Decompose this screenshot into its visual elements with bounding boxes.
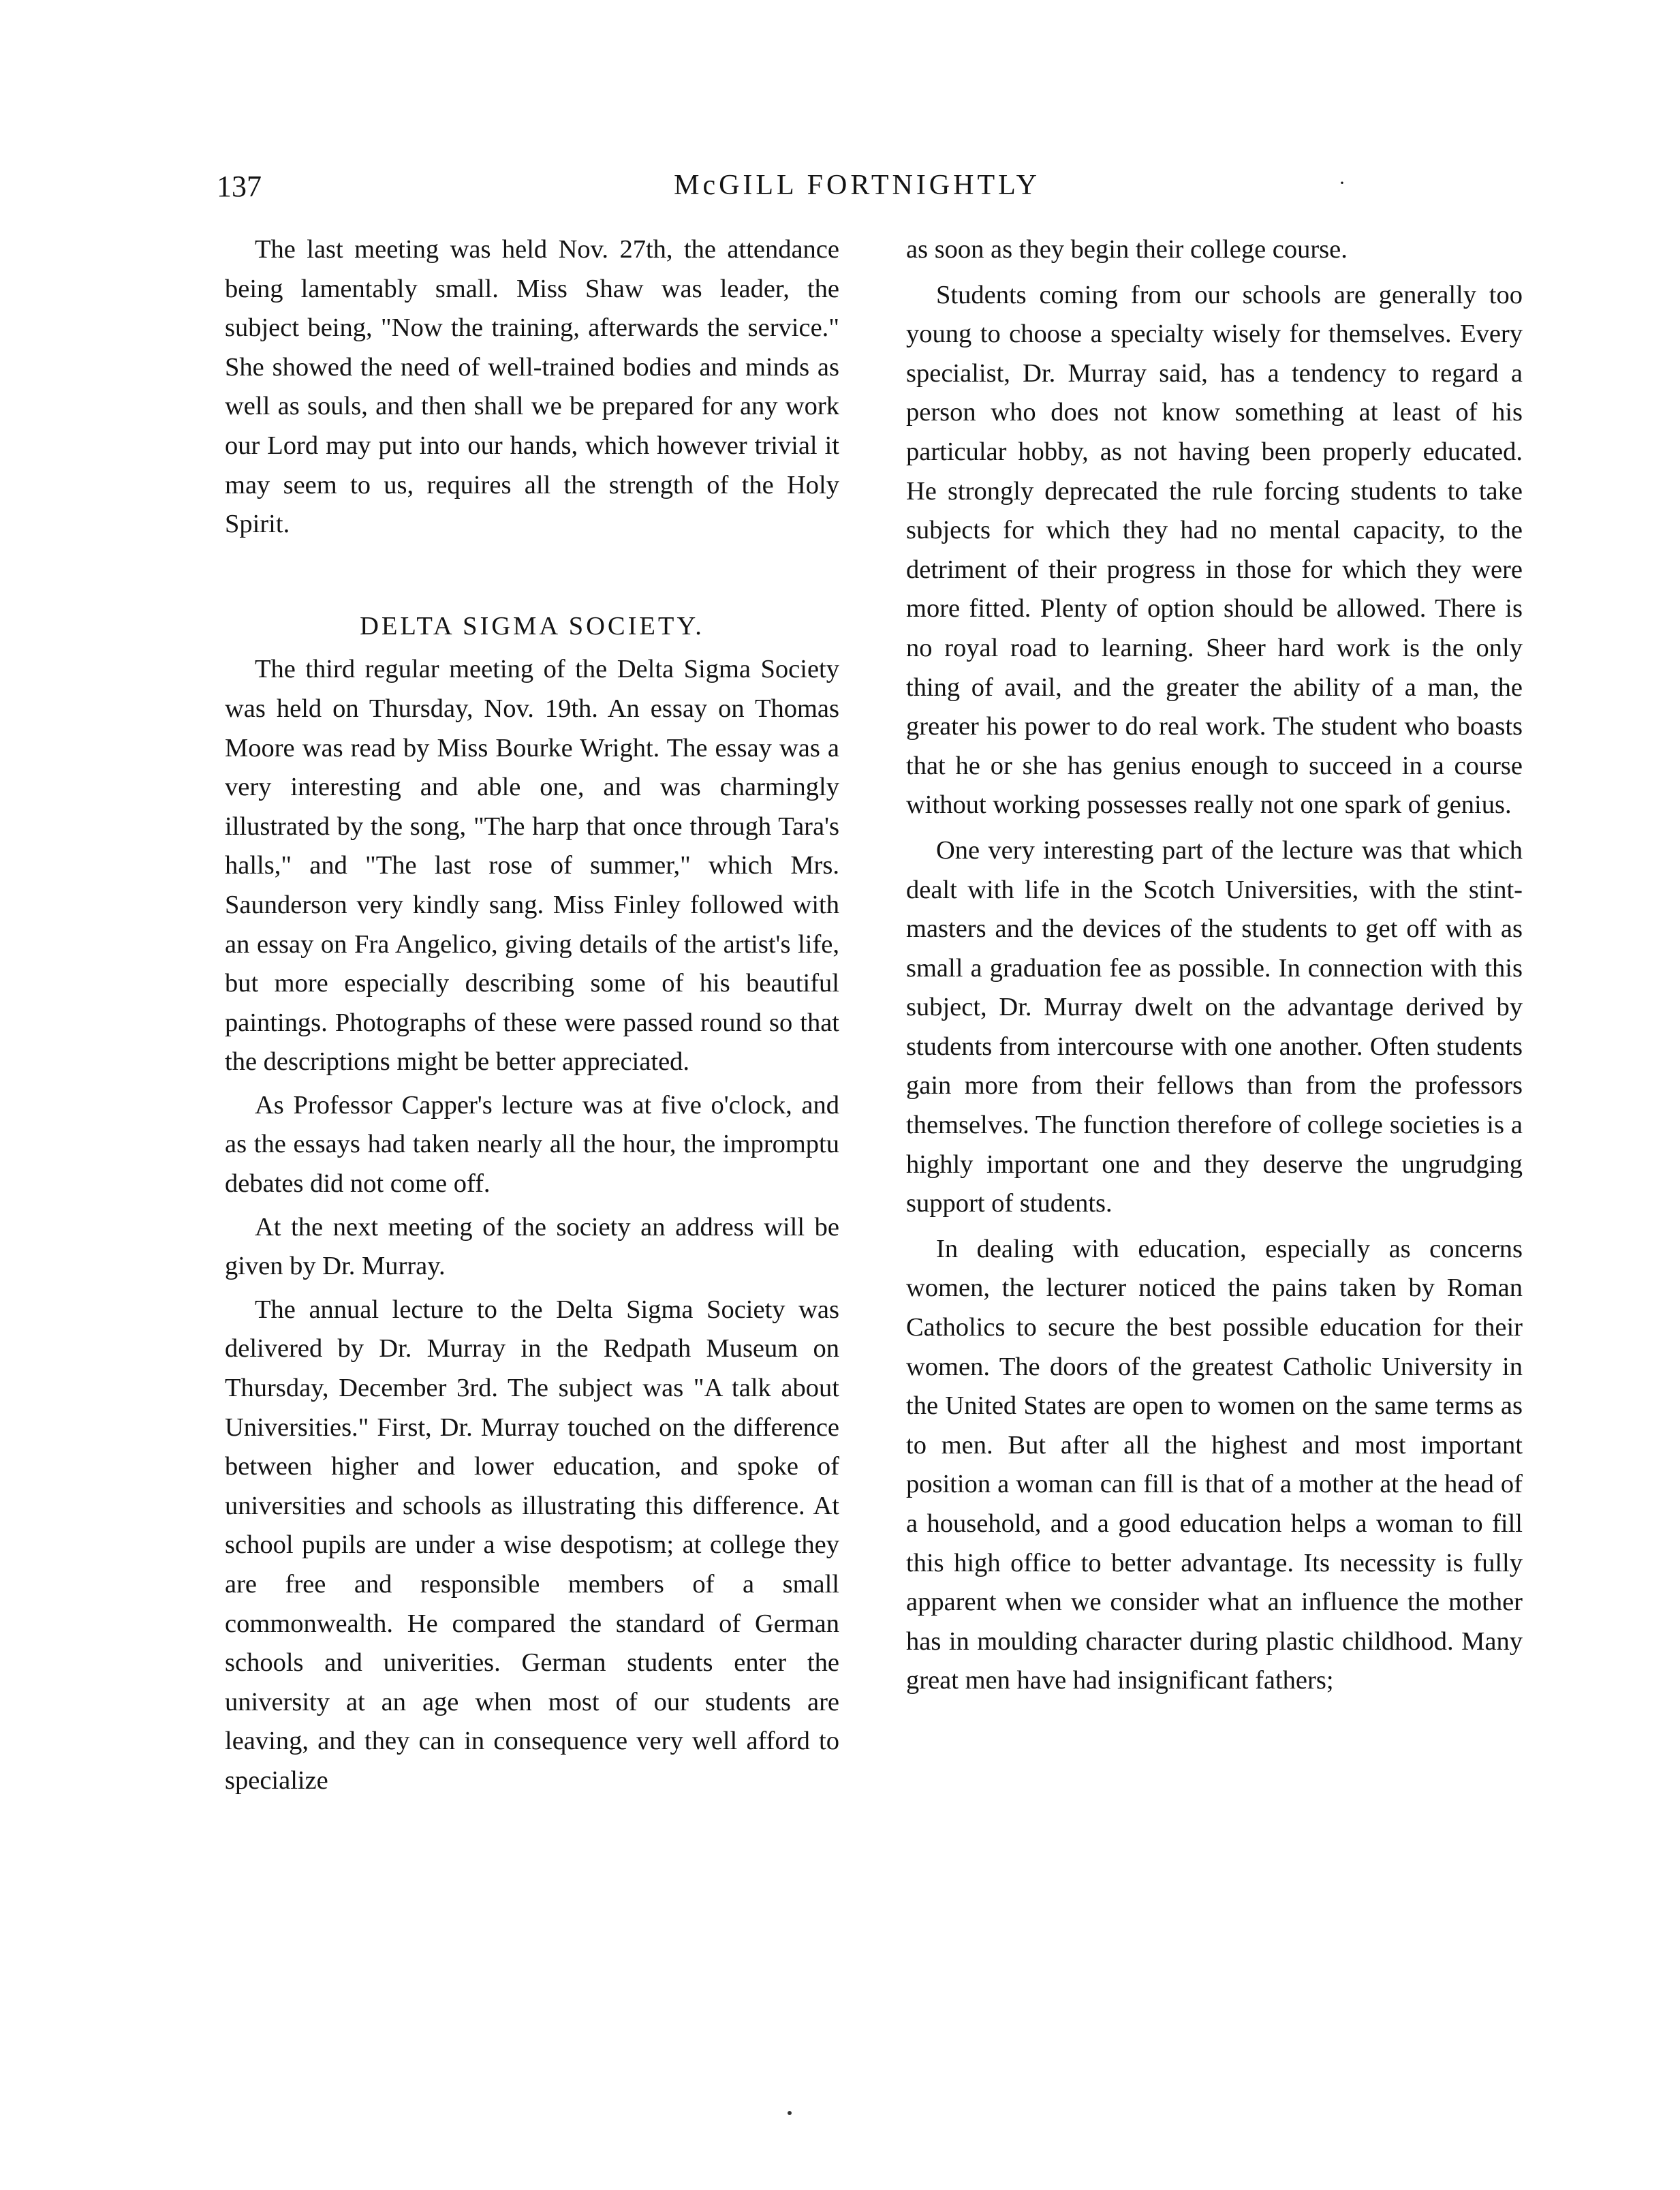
paragraph-continuation: as soon as they begin their college course. — [906, 235, 1348, 264]
left-column — [225, 230, 839, 1801]
running-title: McGILL FORTNIGHTLY — [674, 170, 1040, 201]
paragraph-scotch-universities: One very interesting part of the lecture was that which dealt with life in the Scotch Universities, with the stint-masters and the devices of the students to get off with as small a graduation fee as possible. In connection with this subject, Dr. Murray dwelt on the advantage derived by students from intercourse with one another. Often students gain more from their fellows than from the professors themselves. The function therefore of college societies is a highly important one and they deserve the ungrudging support of students. — [906, 835, 1523, 1218]
paragraph-education-women: In dealing with education, especially as concerns women, the lecturer noticed the pains taken by Roman Catholics to secure the best possible education for their women. The doors of the greatest Catholic University in the United States are open to women on the same terms as to men. But after all the highest and most important position a woman can fill is that of a mother at the head of a household, and a good education helps a woman to fill this high office to better advantage. Its necessity is fully apparent when we consider what an influence the mother has in moulding character during plastic childhood. Many great men have had insignificant fathers; — [906, 1234, 1523, 1695]
footer-mark — [788, 2111, 792, 2115]
section-heading-delta-sigma: DELTA SIGMA SOCIETY. — [360, 611, 704, 641]
paragraph-capper-lecture: As Professor Capper's lecture was at five o'clock, and as the essays had taken nearly all the hour, the impromptu debates did not come off. — [225, 1090, 839, 1199]
paragraph-third-meeting: The third regular meeting of the Delta Sigma Society was held on Thursday, Nov. 19th. An essay on Thomas Moore was read by Miss Bourke Wright. The essay was a very interesting and able one, and was charmingly illustrated by the song, "The harp that once through Tara's halls," and "The last rose of summer," which Mrs. Saunderson very kindly sang. Miss Finley followed with an essay on Fra Angelico, giving details of the artist's life, but more especially describing some of his beautiful paintings. Photographs of these were passed round so that the descriptions might be better appreciated. — [225, 655, 839, 1077]
paragraph-students-young: Students coming from our schools are generally too young to choose a specialty wisely for themselves. Every specialist, Dr. Murray said, has a tendency to regard a person who does not know something at least of his particular hobby, as not having been properly educated. He strongly deprecated the rule forcing students to take subjects for which they had no mental capacity, to the detriment of their progress in those for which they were more fitted. Plenty of option should be allowed. There is no royal road to learning. Sheer hard work is the only thing of avail, and the greater the ability of a man, the greater his power to do real work. The student who boasts that he or she has genius enough to succeed in a course without working possesses really not one spark of genius. — [906, 280, 1523, 820]
paragraph-annual-lecture: The annual lecture to the Delta Sigma Society was delivered by Dr. Murray in the Redpath Museum on Thursday, December 3rd. The subject was "A talk about Universities." First, Dr. Murray touched on the difference between higher and lower education, and spoke of universities and schools as illustrating this difference. At school pupils are under a wise despotism; at college they are free and responsible members of a small commonwealth. He compared the standard of German schools and univerities. German students enter the university at an age when most of our students are leaving, and they can in consequence very well afford to specialize — [225, 1295, 839, 1795]
paragraph-next-meeting: At the next meeting of the society an address will be given by Dr. Murray. — [225, 1212, 839, 1281]
page-number: 137 — [217, 170, 262, 203]
paragraph-meeting-report: The last meeting was held Nov. 27th, the attendance being lamentably small. Miss Shaw was leader, the subject being, "Now the training, afterwards the service." She showed the need of well-trained bodies and minds as well as souls, and then shall we be prepared for any work our Lord may put into our hands, which however trivial it may seem to us, requires all the strength of the Holy Spirit. — [225, 235, 839, 539]
page-header — [217, 169, 1497, 210]
stray-mark: · — [1339, 172, 1345, 194]
right-column — [906, 230, 1523, 1701]
